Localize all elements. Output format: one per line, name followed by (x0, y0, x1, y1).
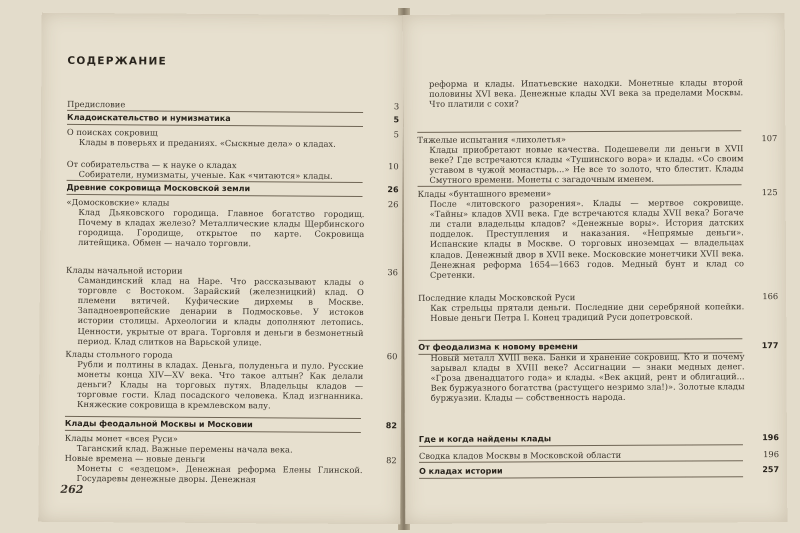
toc-entry (419, 449, 779, 461)
toc-entry-title: О поисках сокровищ (66, 126, 158, 138)
toc-entry (418, 341, 778, 403)
toc-entry-title: Кладоискательство и нумизматика (67, 112, 231, 124)
toc-entry-page: 177 (761, 341, 779, 351)
toc-entry-description: Новый металл XVIII века. Банки и хранение сокровищ. Кто и почему зарывал клады в XVIII веке? Ассигнации — знаки медных денег. «Гроза двенадцатого года» и клады. «Век акций, рент и облигаций... Век буржуазного богатства (растущего незримо зла!)». Золотые клады буржуазии. Клады — собственность народа. (430, 351, 745, 404)
toc-entry-title: От собирательства — к науке о кладах (66, 158, 237, 171)
toc-entry (65, 265, 398, 348)
toc-entry-title: Тяжелые испытания «лихолетья» (417, 134, 567, 145)
toc-entry-page: 26 (387, 199, 399, 210)
right-page (403, 13, 788, 524)
toc-entry-page: 82 (386, 455, 397, 466)
toc-entry-page: 26 (387, 185, 399, 195)
page-number: 262 (60, 482, 84, 497)
toc-entry-page: 36 (387, 267, 399, 278)
toc-entry-page: 166 (762, 291, 779, 302)
toc-entry-page: 3 (393, 101, 400, 112)
toc-entry-description: Монеты с «ездецом». Денежная реформа Елены Глинской. Государевы денежные дворы. Денежная (76, 463, 363, 485)
toc-entry (419, 433, 779, 445)
toc-entry-title: Новые времена — новые деньги (64, 452, 206, 464)
toc-entry-description: Собиратели, нумизматы, ученые. Как «читаются» клады. (78, 169, 333, 181)
toc-entry-title: От феодализма к новому времени (418, 342, 578, 352)
toc-entry-title: Клады монет «всея Руси» (64, 432, 178, 444)
contents-heading: СОДЕРЖАНИЕ (67, 54, 168, 68)
toc-entry-page: 257 (762, 465, 780, 475)
toc-entry-page: 5 (393, 129, 399, 140)
toc-entry (418, 291, 778, 323)
toc-entry-description: Клады в поверьях и преданиях. «Сыскные дела» о кладах. (78, 137, 336, 149)
toc-entry-page: 5 (393, 115, 400, 125)
toc-entry (65, 433, 397, 456)
toc-entry (419, 465, 779, 477)
toc-entry (65, 349, 397, 412)
toc-entry (67, 159, 399, 182)
toc-entry-page: 107 (761, 133, 778, 144)
toc-entry-page: 60 (386, 351, 398, 362)
toc-entry (418, 187, 778, 280)
toc-entry-page: 196 (763, 449, 780, 460)
toc-entry (417, 133, 777, 185)
toc-entry-title: Предисловие (67, 98, 126, 110)
toc-entry-title: Где и когда найдены клады (418, 434, 552, 444)
left-page (38, 13, 404, 525)
toc-entry (64, 453, 396, 486)
toc-entry-title: Клады начальной истории (65, 264, 183, 276)
toc-entry-description: Таганский клад. Важные перемены начала века. (76, 443, 293, 455)
toc-entry-description: Рубли и полтины в кладах. Деньга, полуденьга и пуло. Русские монеты конца XIV—XV века. Что такое алтын? Как делали деньги? Клады на торговых путях. Владельцы кладов — торговые гости. Клад посадского человека. Клад изгнанника. Княжеские сокровища в кремлевском валу. (77, 359, 364, 411)
toc-entry-page: 82 (385, 421, 397, 431)
toc-entry (67, 127, 399, 150)
toc-entry-title: Клады «бунташного времени» (417, 188, 552, 199)
toc-entry-page: 196 (762, 433, 779, 443)
toc-entry-description: Как стрельцы прятали деньги. Последние дни серебряной копейки. Новые деньги Петра I. Конец традиций Руси допетровской. (430, 301, 745, 324)
toc-entry-title: Сводка кладов Москвы в Московской области (418, 449, 622, 461)
toc-entry-title: Клады стольного города (65, 348, 173, 360)
toc-entry-title: Клады феодальной Москвы и Московии (64, 418, 253, 430)
toc-entry (417, 77, 777, 109)
toc-entry-description: После «литовского разорения». Клады — мертвое сокровище. «Тайны» кладов XVII века. Где встречаются клады XVII века? Богаче ли стали владельцы кладов? «Денежные воры». История датских подделок. Преступления и наказания. «Непрямые деньги». Испанские клады в Москве. О торговых иноземцах — владельцах кладов. Денежный двор в XVII веке. Московские монетчики XVII века. Денежная реформа 1654—1663 годов. Медный бунт и клад со Сретенки. (429, 197, 744, 280)
toc-entry-title: О кладах истории (419, 466, 503, 476)
toc-entry-description: Клад Дьяковского городища. Главное богатство городищ. Почему в кладах железо? Металлические клады Щербинского городища. Городище, открытое по карте. Сокровища литейщика. Обмен — начало торговли. (78, 207, 365, 249)
toc-entry-title: Последние клады Московской Руси (418, 292, 576, 303)
toc-entry-page: 125 (761, 187, 778, 198)
toc-entry-title: «Домосковские» клады (66, 196, 170, 208)
right-toc (417, 13, 780, 476)
toc-entry-page: 10 (388, 161, 399, 172)
toc-entry-description: Клады приобретают новые качества. Подешевели ли деньги в XVII веке? Где встречаются клады «Тушинского вора» и клады. «Со своим уставом в чужой монастырь...» Не все то золото, что блестит. Клады Смутного времени. Монеты с загадочным именем. (429, 143, 744, 186)
toc-entry-description: реформа и клады. Ипатьевские находки. Монетные клады второй половины XVI века. Денежные клады XVI века за пределами Москвы. Что платили с сохи? (429, 77, 744, 110)
toc-entry-description: Самандинский клад на Наре. Что рассказывают клады о торговле с Востоком. Зарайский (железницкий) клад. О племени вятичей. Куфические дирхемы в Москве. Западноевропейские денарии в Подмосковье. У истоков истории столицы. Археологии и клады дополняют летопись. Ценности, укрытые от врага. Торговля и деньги в безмонетный период. Клад слитков на Варьской улице. (77, 275, 364, 347)
toc-entry-title: Древние сокровища Московской земли (66, 182, 251, 194)
toc-entry (66, 197, 398, 250)
